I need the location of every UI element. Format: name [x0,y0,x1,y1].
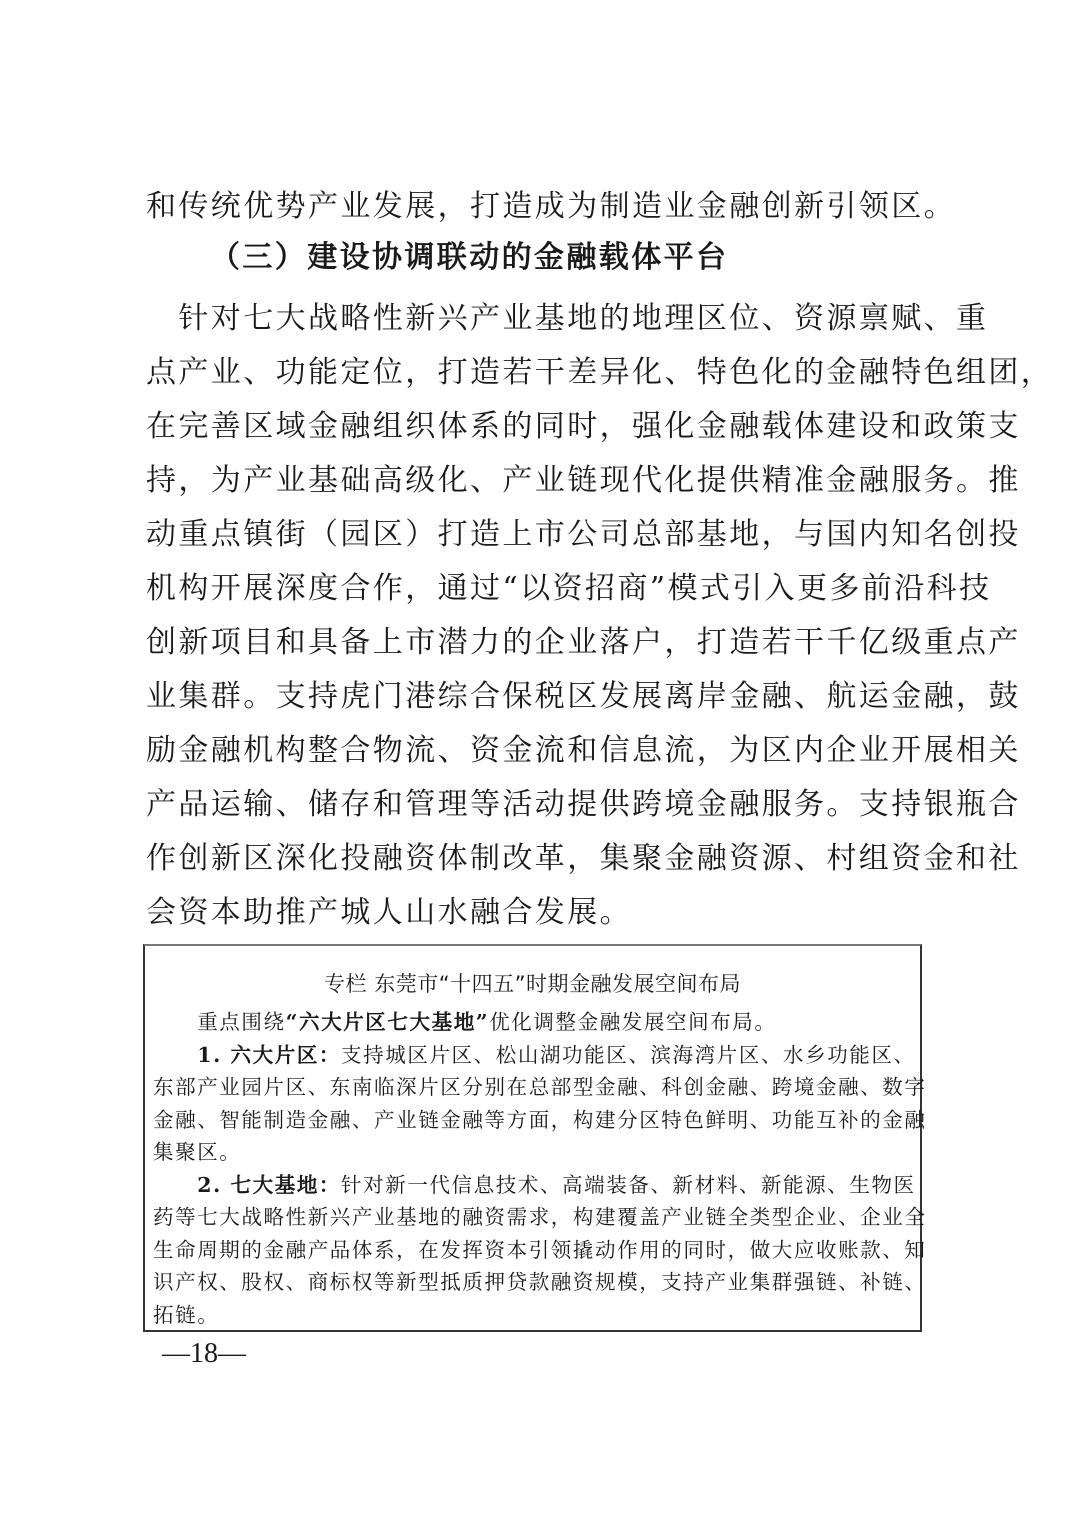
text-line: 创新项目和具备上市潜力的企业落户，打造若干千亿级重点产 [146,625,1021,660]
text-line: 针对七大战略性新兴产业基地的地理区位、资源禀赋、重 [146,301,989,336]
item-1-text: 支持城区片区、松山湖功能区、滨海湾片区、水乡功能区、 [341,1042,916,1067]
intro-line [153,1006,918,1039]
column-box [143,944,927,1332]
text-line: 东部产业园片区、东南临深片区分别在总部型金融、科创金融、跨境金融、数字 [153,1075,927,1099]
text-line: 集聚区。 [153,1140,242,1164]
text-line: 业集群。支持虎门港综合保税区发展离岸金融、航运金融，鼓 [146,679,1021,714]
body-paragraph-continuation [146,180,956,234]
column-box-title: 专栏 东莞市“十四五”时期金融发展空间布局 [324,972,741,996]
item-1-label: 1. 六大片区： [153,1042,342,1067]
text-line: 作创新区深化投融资体制改革，集聚金融资源、村组资金和社 [146,841,1021,876]
item-1-line [153,1039,918,1072]
text-line: 动重点镇街（园区）打造上市公司总部基地，与国内知名创投 [146,517,1021,552]
item-2-label: 2. 七大基地： [153,1172,342,1197]
text-line: 机构开展深度合作，通过“以资招商”模式引入更多前沿科技 [146,571,992,606]
item-2-line [153,1169,918,1202]
text-line: 点产业、功能定位，打造若干差异化、特色化的金融特色组团， [146,355,1054,390]
text-line: 持，为产业基础高级化、产业链现代化提供精准金融服务。推 [146,463,1021,498]
text-line: 和传统优势产业发展，打造成为制造业金融创新引领区。 [146,189,956,224]
intro-suffix: 优化调整金融发展空间布局。 [489,1010,777,1034]
text-line: 金融、智能制造金融、产业链金融等方面，构建分区特色鲜明、功能互补的金融 [153,1107,927,1132]
text-line: 在完善区域金融组织体系的同时，强化金融载体建设和政策支 [146,409,1021,444]
text-line: 会资本助推产城人山水融合发展。 [146,895,632,930]
item-2-text: 针对新一代信息技术、高端装备、新材料、新能源、生物医 [341,1172,916,1197]
body-paragraph [146,292,1054,940]
text-line: 药等七大战略性新兴产业基地的融资需求，构建覆盖产业链全类型企业、企业全 [153,1205,927,1229]
text-line: 拓链。 [153,1302,220,1327]
column-box-content [153,1006,927,1331]
text-line: 励金融机构整合物流、资金流和信息流，为区内企业开展相关 [146,733,1021,768]
section-heading: （三）建设协调联动的金融载体平台 [210,240,729,275]
text-line: 生命周期的金融产品体系，在发挥资本引领撬动作用的同时，做大应收账款、知 [153,1237,927,1262]
intro-bold: “六大片区七大基地” [285,1010,490,1034]
text-line: 产品运输、储存和管理等活动提供跨境金融服务。支持银瓶合 [146,787,1021,822]
intro-prefix: 重点围绕 [153,1010,286,1034]
page-number: —18— [162,1338,246,1369]
text-line: 识产权、股权、商标权等新型抵质押贷款融资规模，支持产业集群强链、补链、 [153,1270,927,1294]
